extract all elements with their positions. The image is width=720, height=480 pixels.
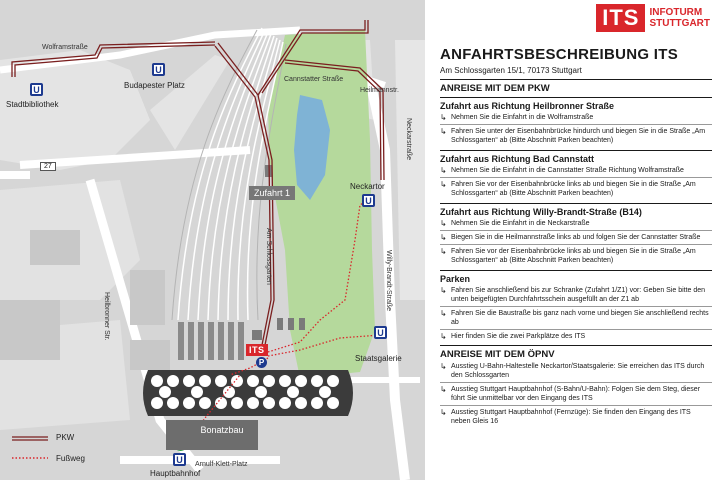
logo-mark: ITS	[596, 4, 645, 32]
heilbronner-title: Zufahrt aus Richtung Heilbronner Straße	[440, 97, 712, 111]
route-27-badge: 27	[40, 162, 56, 171]
arrow-icon: ↳	[440, 219, 447, 228]
arrow-icon: ↳	[440, 113, 447, 122]
station-stadtbibliothek: Stadtbibliothek	[6, 100, 59, 109]
page-title: ANFAHRTSBESCHREIBUNG ITS	[440, 46, 679, 63]
cannstatt-list	[440, 164, 712, 200]
parken-title: Parken	[440, 270, 712, 284]
street-willy-brandt: Willy-Brandt-Straße	[385, 250, 392, 312]
u-bahn-icon: U	[30, 83, 43, 96]
street-cannstatter: Cannstatter Straße	[284, 76, 344, 83]
logo-line-2: STUTTGART	[649, 18, 710, 29]
parken-list	[440, 284, 712, 343]
parking-icon: P	[256, 357, 267, 368]
list-item: ↳ Fahren Sie anschließend bis zur Schranke (Zufahrt 1/Z1) vor: Geben Sie bitte den unten beigefügten Durchfahrtsschein ausgefüllt an der Z1 ab	[440, 284, 712, 307]
willy-brandt-title: Zufahrt aus Richtung Willy-Brandt-Straße (B14)	[440, 203, 712, 217]
street-schlossgarten: Am Schlossgarten	[265, 228, 272, 285]
legend-fussweg: Fußweg	[56, 454, 85, 463]
heilbronner-list	[440, 111, 712, 147]
list-item: ↳ Hier finden Sie die zwei Parkplätze des ITS	[440, 332, 586, 341]
street-neckarstrasse: Neckarstraße	[405, 118, 412, 161]
u-bahn-icon: U	[173, 453, 186, 466]
logo-line-1: INFOTURM	[649, 7, 703, 18]
list-item: ↳ Fahren Sie unter der Eisenbahnbrücke hindurch und biegen Sie in die Straße „Am Schlossgarten“ ab (Bitte Abschnitt Parken beachten)	[440, 127, 706, 144]
bonatzbau-building	[166, 420, 258, 450]
u-bahn-icon: U	[374, 326, 387, 339]
list-item: ↳ Nehmen Sie die Einfahrt in die Cannstatter Straße Richtung Wolframstraße	[440, 164, 712, 178]
bonatzbau-label: Bonatzbau	[200, 425, 244, 435]
u-bahn-icon: U	[362, 194, 375, 207]
list-item: ↳ Fahren Sie vor der Eisenbahnbrücke links ab und biegen Sie in die Straße „Am Schlossgarten“ ab (Bitte Abschnitt Parken beachten)	[440, 180, 696, 197]
station-neckartor: Neckartor	[350, 182, 385, 191]
arrow-icon: ↳	[440, 362, 447, 371]
arrow-icon: ↳	[440, 247, 447, 256]
section-oepnv-title: ANREISE MIT DEM ÖPNV	[440, 345, 712, 360]
list-item: ↳ Nehmen Sie die Einfahrt in die Neckarstraße	[440, 217, 712, 231]
station-staatsgalerie: Staatsgalerie	[355, 354, 402, 363]
arrow-icon: ↳	[440, 180, 447, 189]
zufahrt-1-label: Zufahrt 1	[249, 186, 295, 200]
list-item: ↳ Ausstieg U-Bahn-Haltestelle Neckartor/Staatsgalerie: Sie erreichen das ITS durch den Schlossgarten	[440, 360, 712, 383]
arrow-icon: ↳	[440, 233, 447, 242]
arrow-icon: ↳	[440, 286, 447, 295]
its-logo	[596, 4, 710, 32]
arrow-icon: ↳	[440, 408, 447, 417]
street-heilmann: Heilmannstr.	[360, 87, 399, 94]
legend-pkw: PKW	[56, 433, 75, 442]
willy-brandt-list	[440, 217, 712, 267]
list-item: ↳ Ausstieg Stuttgart Hauptbahnhof (Fernzüge): Sie finden den Eingang des ITS neben Gleis 16	[440, 408, 691, 425]
list-item: ↳ Biegen Sie in die Heilmannstraße links ab und folgen Sie der Cannstatter Straße	[440, 231, 712, 245]
street-heilbronner: Heilbronner Str.	[103, 292, 110, 341]
arrow-icon: ↳	[440, 385, 447, 394]
oepnv-list	[440, 360, 712, 428]
arrow-icon: ↳	[440, 127, 447, 136]
street-wolframstrasse: Wolframstraße	[42, 44, 88, 51]
list-item: ↳ Nehmen Sie die Einfahrt in die Wolframstraße	[440, 111, 712, 125]
address: Am Schlossgarten 15/1, 70173 Stuttgart	[440, 66, 582, 75]
station-budapester: Budapester Platz	[124, 81, 185, 90]
cannstatt-title: Zufahrt aus Richtung Bad Cannstatt	[440, 150, 712, 164]
u-bahn-icon: U	[152, 63, 165, 76]
logo-text	[649, 4, 710, 29]
station-hauptbahnhof: Hauptbahnhof	[150, 469, 201, 478]
arrow-icon: ↳	[440, 332, 447, 341]
list-item: ↳ Fahren Sie die Baustraße bis ganz nach vorne und biegen Sie anschließend rechts ab	[440, 307, 712, 330]
its-location-marker: ITS	[246, 344, 268, 356]
street-arnulf: Arnulf-Klett-Platz	[195, 461, 248, 468]
list-item: ↳ Ausstieg Stuttgart Hauptbahnhof (S-Bahn/U-Bahn): Folgen Sie dem Steg, dieser führt Sie unmittelbar vor den Eingang des ITS	[440, 383, 712, 406]
arrow-icon: ↳	[440, 309, 447, 318]
section-pkw-title: ANREISE MIT DEM PKW	[440, 79, 712, 94]
arrow-icon: ↳	[440, 166, 447, 175]
directions-panel	[440, 46, 712, 428]
list-item: ↳ Fahren Sie vor der Eisenbahnbrücke links ab und biegen Sie in die Straße „Am Schlossgarten“ ab (Bitte Abschnitt Parken beachten)	[440, 247, 696, 264]
